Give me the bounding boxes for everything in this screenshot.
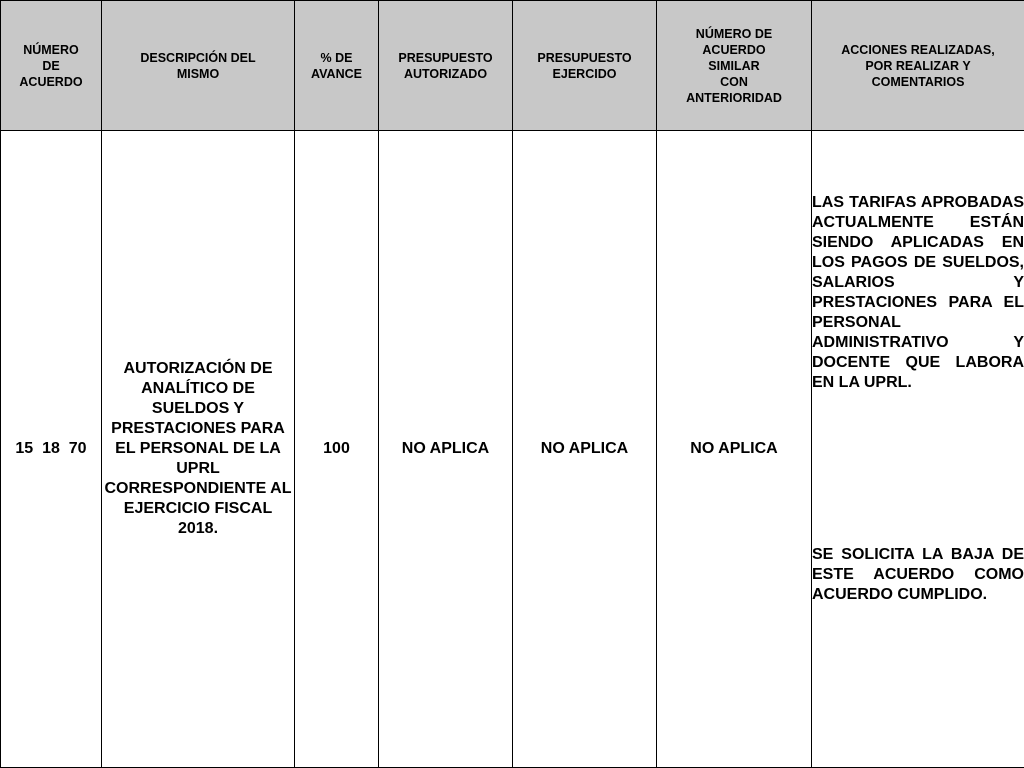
- header-numero-acuerdo: [1, 1, 102, 131]
- cell-presupuesto-ejercido: NO APLICA: [513, 131, 657, 768]
- acciones-paragraph-1: LAS TARIFAS APROBADAS ACTUALMENTE ESTÁN SIENDO APLICADAS EN LOS PAGOS DE SUELDOS, SALARIOS Y PRESTACIONES PARA EL PERSONAL ADMINISTRATIVO Y DOCENTE QUE LABORA EN LA UPRL.: [812, 194, 1024, 391]
- header-avance: [295, 1, 379, 131]
- header-acuerdo-similar-label: NÚMERO DE ACUERDO SIMILAR CON ANTERIORIDAD: [686, 26, 782, 105]
- cell-avance: 100: [295, 131, 379, 768]
- cell-numero-acuerdo: 15 18 70: [1, 131, 102, 768]
- header-presupuesto-ejercido: [513, 1, 657, 131]
- header-descripcion: [102, 1, 295, 131]
- acciones-paragraph-2: SE SOLICITA LA BAJA DE ESTE ACUERDO COMO ACUERDO CUMPLIDO.: [812, 546, 1024, 603]
- cell-presupuesto-autorizado: NO APLICA: [379, 131, 513, 768]
- cell-acciones: [812, 131, 1024, 768]
- header-presupuesto-ejercido-label: PRESUPUESTO EJERCIDO: [537, 50, 632, 81]
- header-acciones-label: ACCIONES REALIZADAS, POR REALIZAR Y COMENTARIOS: [841, 42, 995, 89]
- cell-descripcion: AUTORIZACIÓN DE ANALÍTICO DE SUELDOS Y PRESTACIONES PARA EL PERSONAL DE LA UPRL CORRESPONDIENTE AL EJERCICIO FISCAL 2018.: [102, 131, 295, 768]
- header-row: [1, 1, 1024, 131]
- cell-acuerdo-similar: NO APLICA: [657, 131, 812, 768]
- header-numero-acuerdo-label: NÚMERO DE ACUERDO: [19, 42, 83, 89]
- header-descripcion-label: DESCRIPCIÓN DEL MISMO: [140, 50, 256, 81]
- header-presupuesto-autorizado-label: PRESUPUESTO AUTORIZADO: [398, 50, 493, 81]
- header-presupuesto-autorizado: [379, 1, 513, 131]
- header-avance-label: % DE AVANCE: [311, 50, 362, 81]
- table-row: [1, 131, 1024, 768]
- header-acuerdo-similar: [657, 1, 812, 131]
- header-acciones: [812, 1, 1024, 131]
